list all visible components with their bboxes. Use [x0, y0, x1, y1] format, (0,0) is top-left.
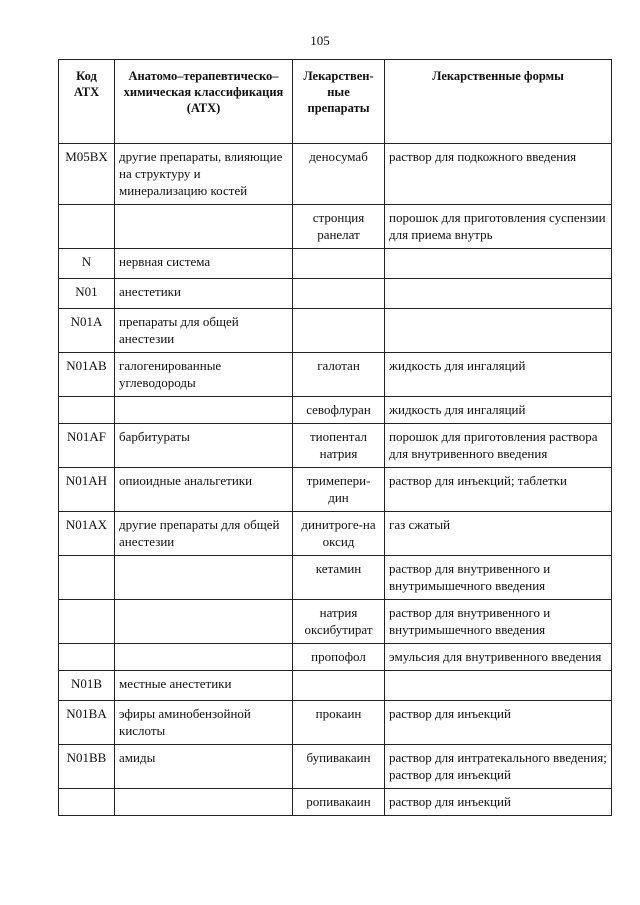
dosage-form	[385, 279, 612, 309]
atx-code: N	[59, 249, 115, 279]
atx-classification: амиды	[115, 745, 293, 789]
table-row	[59, 600, 612, 644]
dosage-form	[385, 249, 612, 279]
atx-code: N01	[59, 279, 115, 309]
atx-classification: опиоидные анальгетики	[115, 468, 293, 512]
drug-name: тримепери-дин	[293, 468, 385, 512]
atx-code: N01A	[59, 309, 115, 353]
drug-name: динитроге-на оксид	[293, 512, 385, 556]
atx-code: N01AX	[59, 512, 115, 556]
dosage-form	[385, 671, 612, 701]
drug-name: бупивакаин	[293, 745, 385, 789]
table-row	[59, 309, 612, 353]
atx-code	[59, 205, 115, 249]
drug-name: пропофол	[293, 644, 385, 671]
dosage-form: раствор для подкожного введения	[385, 144, 612, 205]
atx-code: N01BB	[59, 745, 115, 789]
drug-name: кетамин	[293, 556, 385, 600]
drug-name: севофлуран	[293, 397, 385, 424]
dosage-form: газ сжатый	[385, 512, 612, 556]
drug-name	[293, 249, 385, 279]
atx-code	[59, 397, 115, 424]
table-header-row	[59, 60, 612, 144]
drug-name	[293, 309, 385, 353]
table-row	[59, 671, 612, 701]
dosage-form: жидкость для ингаляций	[385, 353, 612, 397]
table-row	[59, 144, 612, 205]
dosage-form: порошок для приготовления суспензии для приема внутрь	[385, 205, 612, 249]
atx-classification	[115, 205, 293, 249]
page-number: 105	[310, 33, 330, 48]
table-row	[59, 353, 612, 397]
drug-name: натрия оксибутират	[293, 600, 385, 644]
atx-classification	[115, 397, 293, 424]
atx-classification	[115, 789, 293, 816]
drug-name: галотан	[293, 353, 385, 397]
atx-code: N01AB	[59, 353, 115, 397]
table-row	[59, 424, 612, 468]
dosage-form	[385, 309, 612, 353]
table-row	[59, 512, 612, 556]
atx-code: N01B	[59, 671, 115, 701]
header-drugs: Лекарствен-ные препараты	[293, 60, 385, 144]
atx-code	[59, 644, 115, 671]
table-row	[59, 205, 612, 249]
atx-classification: другие препараты для общей анестезии	[115, 512, 293, 556]
drug-name	[293, 279, 385, 309]
atx-classification: местные анестетики	[115, 671, 293, 701]
atx-code	[59, 789, 115, 816]
atx-code: N01AH	[59, 468, 115, 512]
atx-code: N01BA	[59, 701, 115, 745]
drug-name: стронция ранелат	[293, 205, 385, 249]
dosage-form: эмульсия для внутривенного введения	[385, 644, 612, 671]
table-row	[59, 745, 612, 789]
atx-code	[59, 556, 115, 600]
atx-classification: галогенированные углеводороды	[115, 353, 293, 397]
table-row	[59, 644, 612, 671]
atx-classification	[115, 644, 293, 671]
atx-classification: эфиры аминобензойной кислоты	[115, 701, 293, 745]
atx-code: M05BX	[59, 144, 115, 205]
atx-classification	[115, 600, 293, 644]
drug-name: ропивакаин	[293, 789, 385, 816]
dosage-form: раствор для инъекций	[385, 701, 612, 745]
dosage-form: раствор для интратекального введения; раствор для инъекций	[385, 745, 612, 789]
dosage-form: раствор для внутривенного и внутримышечного введения	[385, 600, 612, 644]
atx-code	[59, 600, 115, 644]
atx-drug-table	[58, 59, 612, 816]
atx-classification: другие препараты, влияющие на структуру и минерализацию костей	[115, 144, 293, 205]
atx-code: N01AF	[59, 424, 115, 468]
dosage-form: раствор для инъекций	[385, 789, 612, 816]
drug-name	[293, 671, 385, 701]
header-forms: Лекарственные формы	[385, 60, 612, 144]
dosage-form: порошок для приготовления раствора для внутривенного введения	[385, 424, 612, 468]
table-row	[59, 279, 612, 309]
atx-classification: анестетики	[115, 279, 293, 309]
dosage-form: раствор для внутривенного и внутримышечного введения	[385, 556, 612, 600]
table-row	[59, 556, 612, 600]
header-code: Код АТХ	[59, 60, 115, 144]
dosage-form: жидкость для ингаляций	[385, 397, 612, 424]
drug-name: тиопентал натрия	[293, 424, 385, 468]
atx-classification: барбитураты	[115, 424, 293, 468]
drug-name: прокаин	[293, 701, 385, 745]
atx-classification: нервная система	[115, 249, 293, 279]
table-row	[59, 789, 612, 816]
drug-name: деносумаб	[293, 144, 385, 205]
table-row	[59, 397, 612, 424]
atx-classification: препараты для общей анестезии	[115, 309, 293, 353]
atx-classification	[115, 556, 293, 600]
table-row	[59, 468, 612, 512]
table-row	[59, 249, 612, 279]
header-classification: Анатомо–терапевтическо–химическая классификация (АТХ)	[115, 60, 293, 144]
dosage-form: раствор для инъекций; таблетки	[385, 468, 612, 512]
table-row	[59, 701, 612, 745]
